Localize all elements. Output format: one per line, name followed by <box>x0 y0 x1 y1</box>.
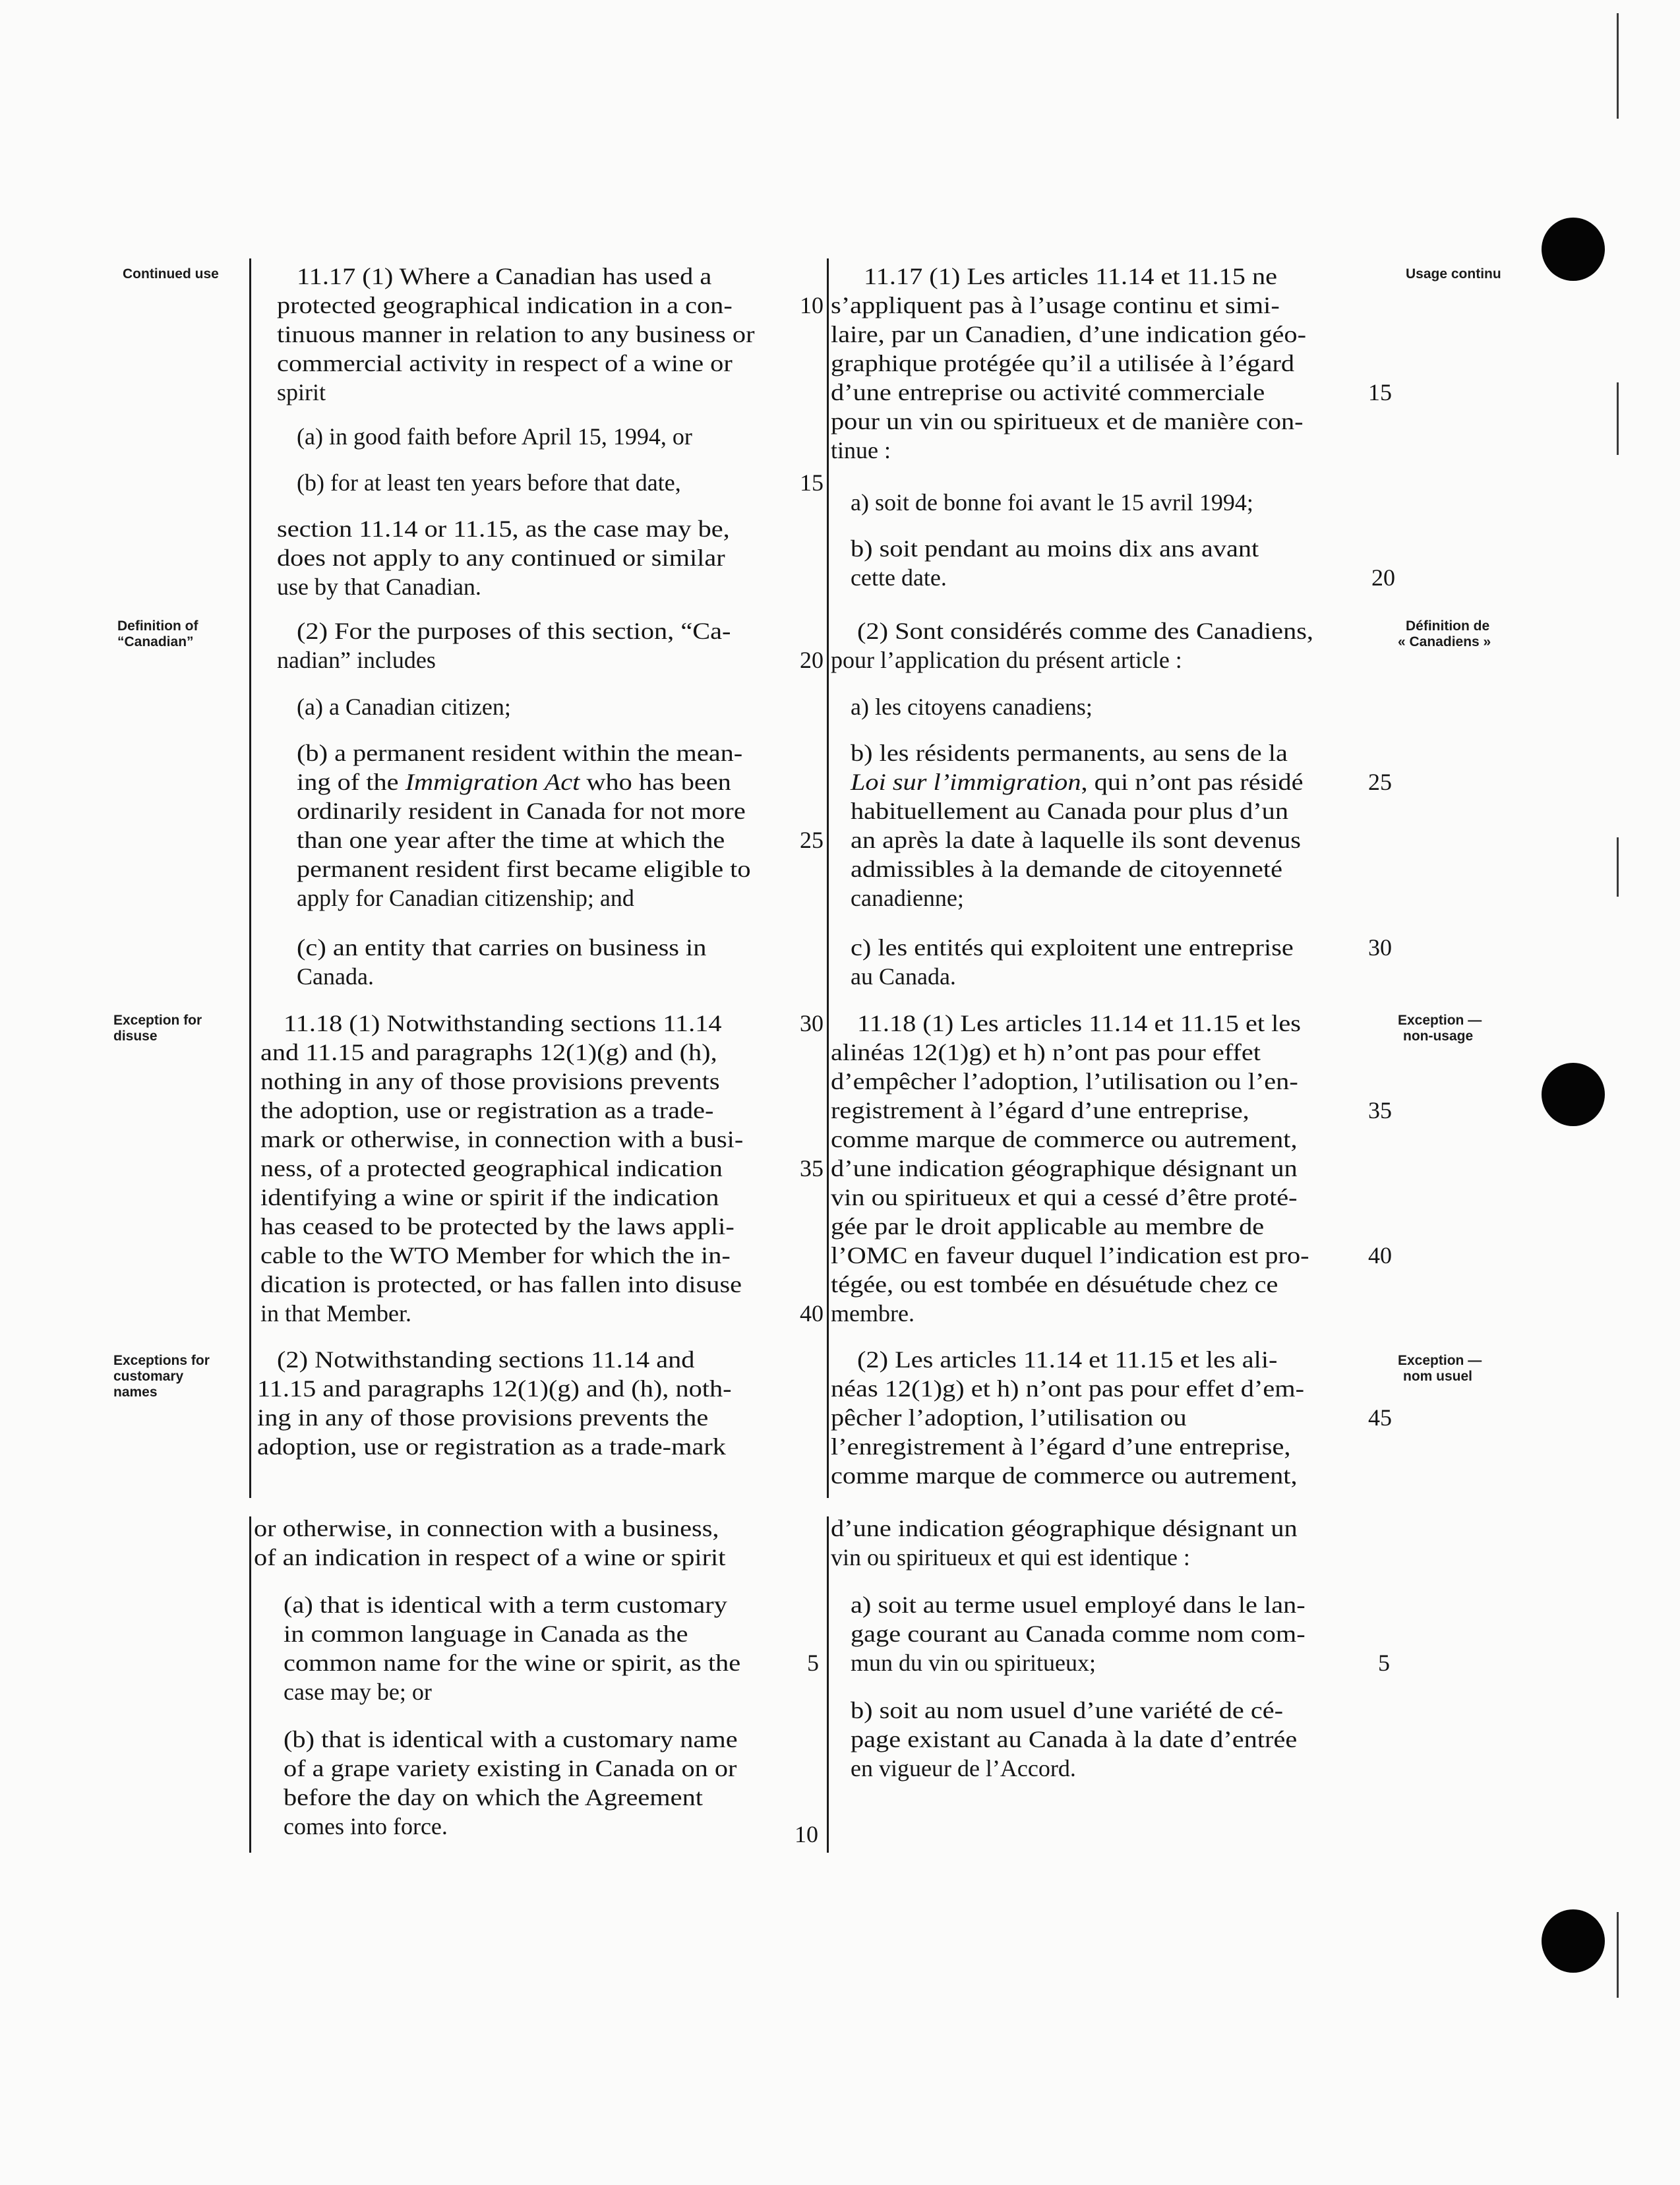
line-number: 5 <box>807 1650 819 1676</box>
en-s1118-1-line: and 11.15 and paragraphs 12(1)(g) and (h), <box>260 1039 717 1065</box>
en-s1117-2-b-line: permanent resident first became eligible to <box>297 856 751 882</box>
fr-s1117-1-b-line: b) soit pendant au moins dix ans avant <box>851 535 1259 562</box>
fr-s1117-2-line: (2) Sont considérés comme des Canadiens, <box>857 618 1314 644</box>
punch-hole-bottom <box>1542 1909 1605 1973</box>
margin-note-continued-use: Continued use <box>123 266 219 282</box>
scan-edge <box>1617 1912 1619 1998</box>
fr-s1118-2-line: (2) Les articles 11.14 et 11.15 et les ali- <box>857 1346 1278 1373</box>
en-lower-line: of an indication in respect of a wine or spirit <box>254 1544 726 1571</box>
fr-s1117-1-a: a) soit de bonne foi avant le 15 avril 1994; <box>851 489 1253 516</box>
margin-note-definition-fr: « Canadiens » <box>1398 634 1491 649</box>
margin-note-exceptions-customary: Exceptions for <box>113 1353 210 1368</box>
fr-s1117-1-line: pour un vin ou spiritueux et de manière con- <box>831 408 1304 434</box>
column-rule-left-top <box>249 258 251 1498</box>
fr-s1117-1-line: graphique protégée qu’il a utilisée à l’égard <box>831 350 1295 376</box>
en-lower-b-line: before the day on which the Agreement <box>284 1784 703 1811</box>
fr-s1118-2-line: l’enregistrement à l’égard d’une entreprise, <box>831 1433 1291 1460</box>
fr-s1117-2-c-line: c) les entités qui exploitent une entreprise <box>851 934 1294 961</box>
en-s1117-1-tail: use by that Canadian. <box>277 574 481 600</box>
fr-s1117-2-b-line: canadienne; <box>851 885 964 911</box>
fr-s1117-2-b-line: b) les résidents permanents, au sens de la <box>851 740 1288 766</box>
fr-lower-b-line: b) soit au nom usuel d’une variété de cé- <box>851 1697 1284 1723</box>
fr-s1118-1-line: alinéas 12(1)g) et h) n’ont pas pour effet <box>831 1039 1261 1065</box>
fr-s1118-1-line: d’une indication géographique désignant un <box>831 1155 1298 1182</box>
en-s1117-2-line: (2) For the purposes of this section, “Ca- <box>297 618 731 644</box>
en-s1117-1-line: 11.17 (1) Where a Canadian has used a <box>297 263 712 289</box>
fr-s1117-2-b-line: Loi sur l’immigration, qui n’ont pas résidé <box>851 769 1304 795</box>
en-s1118-1-line: has ceased to be protected by the laws appli- <box>260 1213 735 1240</box>
en-s1118-1-line: 11.18 (1) Notwithstanding sections 11.14 <box>284 1010 722 1036</box>
line-number: 15 <box>1368 379 1392 405</box>
fr-s1118-1-line: d’empêcher l’adoption, l’utilisation ou l’en- <box>831 1068 1298 1094</box>
line-number: 30 <box>800 1010 824 1036</box>
fr-s1117-1-b-line: cette date. <box>851 564 947 591</box>
margin-note-definition: “Canadian” <box>117 634 194 649</box>
line-number: 15 <box>800 469 824 496</box>
punch-hole-top <box>1542 218 1605 281</box>
line-number: 35 <box>800 1155 824 1182</box>
line-number: 25 <box>800 827 824 853</box>
en-s1117-2-b-line: ordinarily resident in Canada for not more <box>297 798 746 824</box>
line-number: 20 <box>800 647 824 673</box>
line-number: 5 <box>1378 1650 1390 1676</box>
en-s1117-2-b-line: than one year after the time at which the <box>297 827 725 853</box>
en-s1117-1-b: (b) for at least ten years before that date, <box>297 469 681 496</box>
en-s1117-1-line: protected geographical indication in a con- <box>277 292 733 318</box>
en-s1118-1-line: in that Member. <box>260 1300 411 1327</box>
scan-edge <box>1617 13 1619 119</box>
en-s1117-1-line: tinuous manner in relation to any business or <box>277 321 755 347</box>
fr-lower-b-line: en vigueur de l’Accord. <box>851 1755 1076 1781</box>
fr-s1118-1-line: registrement à l’égard d’une entreprise, <box>831 1097 1249 1123</box>
fr-s1117-1-line: laire, par un Canadien, d’une indication géo- <box>831 321 1307 347</box>
margin-note-exception-disuse: disuse <box>113 1029 158 1044</box>
fr-s1118-1-line: comme marque de commerce ou autrement, <box>831 1126 1298 1152</box>
fr-s1117-1-line: s’appliquent pas à l’usage continu et simi- <box>831 292 1280 318</box>
column-rule-left-bottom <box>249 1516 251 1853</box>
scan-edge <box>1617 837 1619 897</box>
margin-note-definition-fr: Définition de <box>1406 618 1490 634</box>
fr-s1117-1-line: d’une entreprise ou activité commerciale <box>831 379 1265 405</box>
fr-s1117-2-b-line: an après la date à laquelle ils sont devenus <box>851 827 1301 853</box>
punch-hole-middle <box>1542 1063 1605 1126</box>
fr-lower-a-line: gage courant au Canada comme nom com- <box>851 1621 1305 1647</box>
en-s1117-2-line: nadian” includes <box>277 647 436 673</box>
en-s1118-1-line: identifying a wine or spirit if the indication <box>260 1184 719 1211</box>
en-lower-b-line: of a grape variety existing in Canada on or <box>284 1755 737 1781</box>
fr-s1117-2-a: a) les citoyens canadiens; <box>851 694 1093 720</box>
en-lower-b-line: (b) that is identical with a customary name <box>284 1726 738 1752</box>
en-s1118-1-line: the adoption, use or registration as a trade- <box>260 1097 714 1123</box>
en-lower-line: or otherwise, in connection with a business, <box>254 1515 719 1541</box>
margin-note-exceptions-customary: customary <box>113 1369 184 1384</box>
en-lower-a-line: common name for the wine or spirit, as the <box>284 1650 741 1676</box>
en-s1118-2-line: adoption, use or registration as a trade-mark <box>257 1433 726 1460</box>
en-s1117-1-a: (a) in good faith before April 15, 1994, or <box>297 423 692 450</box>
margin-note-exception-disuse: Exception for <box>113 1013 202 1028</box>
fr-s1118-2-line: comme marque de commerce ou autrement, <box>831 1462 1298 1489</box>
fr-lower-line: d’une indication géographique désignant un <box>831 1515 1298 1541</box>
en-s1118-2-line: ing in any of those provisions prevents the <box>257 1404 709 1431</box>
en-s1117-2-b-line: apply for Canadian citizenship; and <box>297 885 634 911</box>
en-s1117-2-b-line: ing of the Immigration Act who has been <box>297 769 731 795</box>
line-number: 10 <box>795 1821 818 1847</box>
column-rule-center-top <box>827 258 829 1498</box>
fr-s1118-1-line: 11.18 (1) Les articles 11.14 et 11.15 et les <box>857 1010 1301 1036</box>
fr-s1118-1-line: l’OMC en faveur duquel l’indication est pro- <box>831 1242 1309 1269</box>
en-s1118-1-line: mark or otherwise, in connection with a busi- <box>260 1126 744 1152</box>
fr-lower-a-line: mun du vin ou spiritueux; <box>851 1650 1096 1676</box>
en-lower-a-line: (a) that is identical with a term customary <box>284 1592 727 1618</box>
fr-s1117-2-b-line: habituellement au Canada pour plus d’un <box>851 798 1288 824</box>
en-s1117-1-tail: section 11.14 or 11.15, as the case may be, <box>277 516 730 542</box>
line-number: 25 <box>1368 769 1392 795</box>
fr-s1117-2-c-line: au Canada. <box>851 963 956 990</box>
margin-note-exception-nom-usuel: Exception — <box>1398 1353 1482 1368</box>
fr-s1118-2-line: pêcher l’adoption, l’utilisation ou <box>831 1404 1187 1431</box>
fr-s1117-1-line: tinue : <box>831 437 891 464</box>
en-s1117-1-line: spirit <box>277 379 326 405</box>
fr-s1117-2-line: pour l’application du présent article : <box>831 647 1182 673</box>
en-s1117-2-c-line: Canada. <box>297 963 374 990</box>
fr-lower-line: vin ou spiritueux et qui est identique : <box>831 1544 1190 1571</box>
fr-s1118-1-line: gée par le droit applicable au membre de <box>831 1213 1265 1240</box>
scan-edge <box>1617 382 1619 455</box>
line-number: 40 <box>800 1300 824 1327</box>
en-lower-a-line: case may be; or <box>284 1679 432 1705</box>
margin-note-exception-non-usage: non-usage <box>1403 1029 1474 1044</box>
margin-note-exception-non-usage: Exception — <box>1398 1013 1482 1028</box>
fr-s1118-1-line: vin ou spiritueux et qui a cessé d’être proté- <box>831 1184 1298 1211</box>
en-lower-a-line: in common language in Canada as the <box>284 1621 688 1647</box>
en-s1117-2-a: (a) a Canadian citizen; <box>297 694 511 720</box>
en-s1117-2-b-line: (b) a permanent resident within the mean- <box>297 740 743 766</box>
en-s1118-2-line: (2) Notwithstanding sections 11.14 and <box>277 1346 695 1373</box>
line-number: 40 <box>1368 1242 1392 1269</box>
en-lower-b-line: comes into force. <box>284 1813 448 1840</box>
en-s1117-1-tail: does not apply to any continued or similar <box>277 545 725 571</box>
margin-note-definition: Definition of <box>117 618 198 634</box>
line-number: 10 <box>800 292 824 318</box>
margin-note-exception-nom-usuel: nom usuel <box>1403 1369 1473 1384</box>
fr-s1117-1-line: 11.17 (1) Les articles 11.14 et 11.15 ne <box>864 263 1278 289</box>
line-number: 30 <box>1368 934 1392 961</box>
en-s1118-1-line: dication is protected, or has fallen into disuse <box>260 1271 742 1298</box>
fr-s1117-2-b-line: admissibles à la demande de citoyenneté <box>851 856 1282 882</box>
line-number: 45 <box>1368 1404 1392 1431</box>
fr-s1118-1-line: tégée, ou est tombée en désuétude chez ce <box>831 1271 1278 1298</box>
en-s1118-1-line: nothing in any of those provisions prevents <box>260 1068 720 1094</box>
line-number: 20 <box>1371 564 1395 591</box>
en-s1118-1-line: cable to the WTO Member for which the in- <box>260 1242 731 1269</box>
en-s1118-2-line: 11.15 and paragraphs 12(1)(g) and (h), noth- <box>257 1375 732 1402</box>
column-rule-center-bottom <box>827 1516 829 1853</box>
en-s1117-1-line: commercial activity in respect of a wine or <box>277 350 733 376</box>
line-number: 35 <box>1368 1097 1392 1123</box>
margin-note-exceptions-customary: names <box>113 1385 158 1400</box>
fr-s1118-1-line: membre. <box>831 1300 915 1327</box>
en-s1117-2-c-line: (c) an entity that carries on business in <box>297 934 707 961</box>
margin-note-usage-continu: Usage continu <box>1406 266 1501 282</box>
en-s1118-1-line: ness, of a protected geographical indication <box>260 1155 723 1182</box>
fr-lower-a-line: a) soit au terme usuel employé dans le lan- <box>851 1592 1305 1618</box>
fr-s1118-2-line: néas 12(1)g) et h) n’ont pas pour effet d’em- <box>831 1375 1305 1402</box>
fr-lower-b-line: page existant au Canada à la date d’entrée <box>851 1726 1298 1752</box>
